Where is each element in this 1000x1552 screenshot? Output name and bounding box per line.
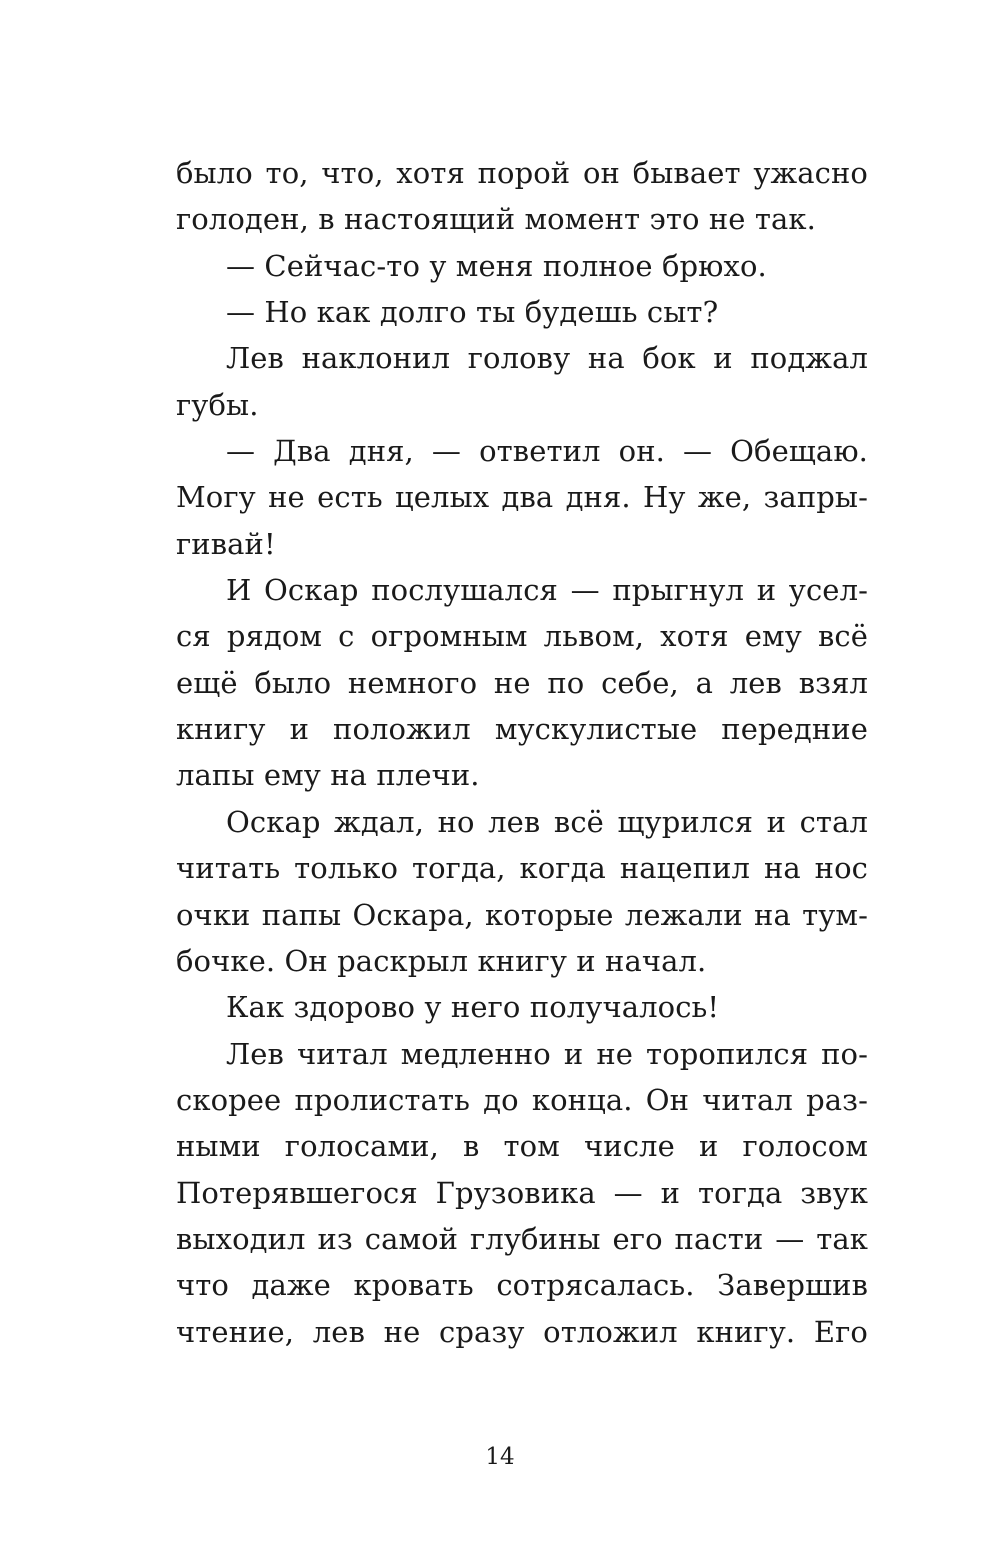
text-line: Потерявшегося Грузовика — и тогда звук (176, 1175, 868, 1210)
text-line: Лев наклонил голову на бок и поджал (226, 341, 868, 376)
body-text (176, 150, 868, 1355)
text-line: — Но как долго ты будешь сыт? (226, 295, 719, 330)
text-line: очки папы Оскара, которые лежали на тум- (176, 897, 868, 932)
text-line: губы. (176, 387, 259, 422)
text-line: Могу не есть целых два дня. Ну же, запры- (176, 480, 868, 515)
text-line: И Оскар послушался — прыгнул и усел- (226, 573, 868, 608)
text-line: голоден, в настоящий момент это не так. (176, 202, 816, 237)
text-line: Оскар ждал, но лев всё щурился и стал (226, 804, 868, 839)
text-line: чтение, лев не сразу отложил книгу. Его (176, 1314, 868, 1349)
text-line: Лев читал медленно и не торопился по- (226, 1036, 868, 1071)
text-line: выходил из самой глубины его пасти — так (176, 1221, 868, 1256)
text-line: что даже кровать сотрясалась. Завершив (176, 1268, 868, 1303)
text-line: гивай! (176, 526, 276, 561)
text-line: скорее пролистать до конца. Он читал раз- (176, 1082, 868, 1117)
text-line: — Два дня, — ответил он. — Обещаю. (226, 434, 868, 469)
text-line: бочке. Он раскрыл книгу и начал. (176, 943, 707, 978)
text-line: было то, что, хотя порой он бывает ужасно (176, 156, 868, 190)
text-line: — Сейчас-то у меня полное брюхо. (226, 248, 767, 283)
text-line: читать только тогда, когда нацепил на нос (176, 851, 868, 886)
text-line: лапы ему на плечи. (176, 758, 480, 793)
text-line: Как здорово у него получалось! (226, 990, 720, 1025)
text-line: книгу и положил мускулистые передние (176, 712, 868, 747)
text-line: ся рядом с огромным львом, хотя ему всё (176, 619, 868, 654)
page-number: 14 (485, 1444, 515, 1470)
text-line: ещё было немного не по себе, а лев взял (176, 665, 868, 700)
text-line: ными голосами, в том числе и голосом (176, 1129, 868, 1164)
